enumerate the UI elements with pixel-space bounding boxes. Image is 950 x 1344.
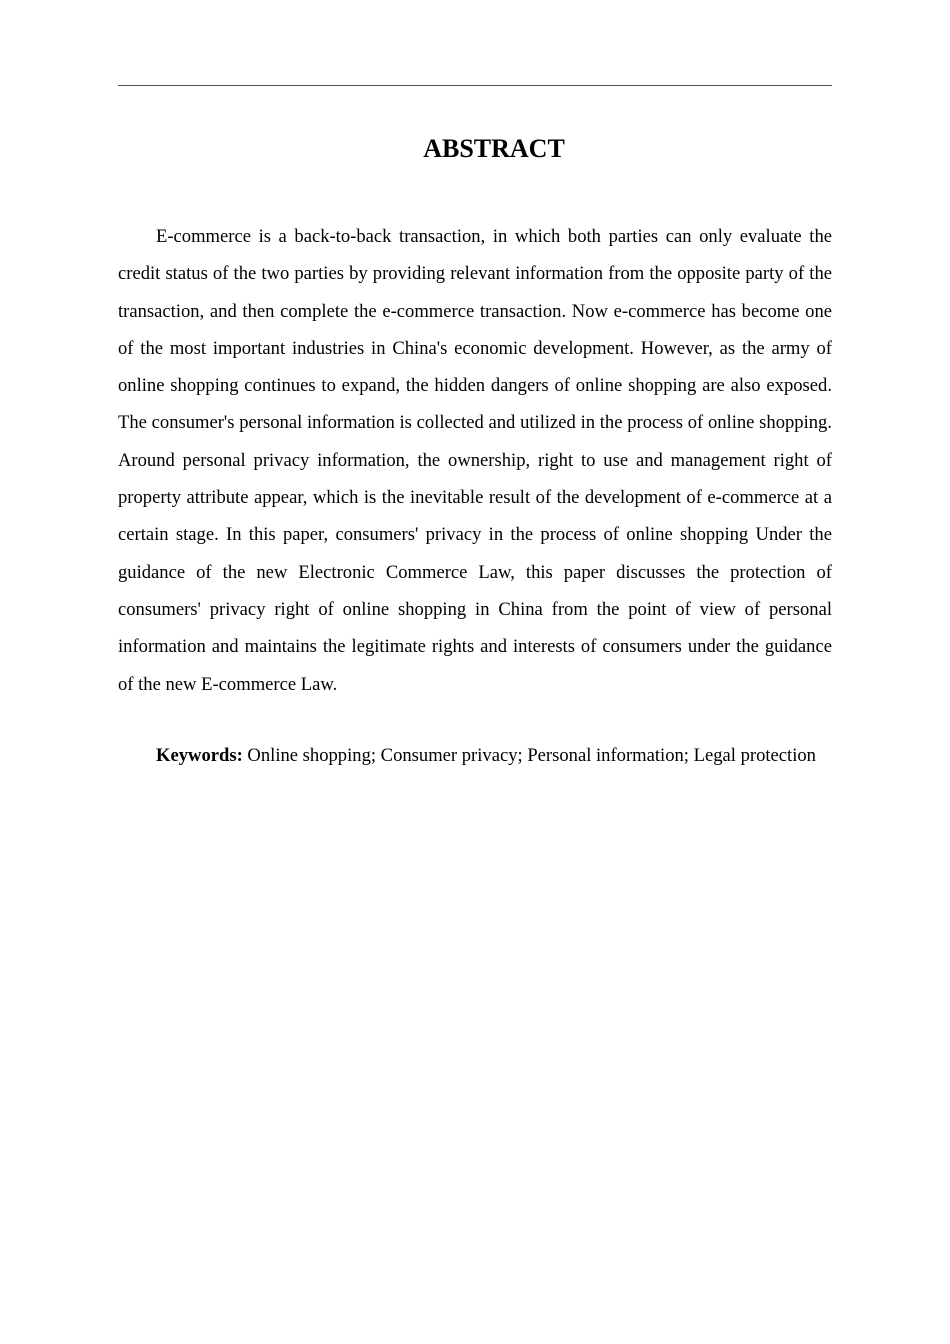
abstract-title: ABSTRACT xyxy=(423,134,565,163)
abstract-paragraph: E-commerce is a back-to-back transaction, in which both parties can only evaluate the credit status of the two parties by providing relevant information from the opposite party of the transaction, and then complete the e-commerce transaction. Now e-commerce has become one of the most important industries in China's economic development. However, as the army of online shopping continues to expand, the hidden dangers of online shopping are also exposed. The consumer's personal information is collected and utilized in the process of online shopping. Around personal privacy information, the ownership, right to use and management right of property attribute appear, which is the inevitable result of the development of e-commerce at a certain stage. In this paper, consumers' privacy in the process of online shopping Under the guidance of the new Electronic Commerce Law, this paper discusses the protection of consumers' privacy right of online shopping in China from the point of view of personal information and maintains the legitimate rights and interests of consumers under the guidance of the new E-commerce Law. xyxy=(118,226,832,695)
keywords-text: Online shopping; Consumer privacy; Personal information; Legal protection xyxy=(247,745,816,766)
keywords-paragraph xyxy=(118,737,832,774)
header-rule xyxy=(118,85,832,86)
keywords-label: Keywords: xyxy=(156,745,243,766)
